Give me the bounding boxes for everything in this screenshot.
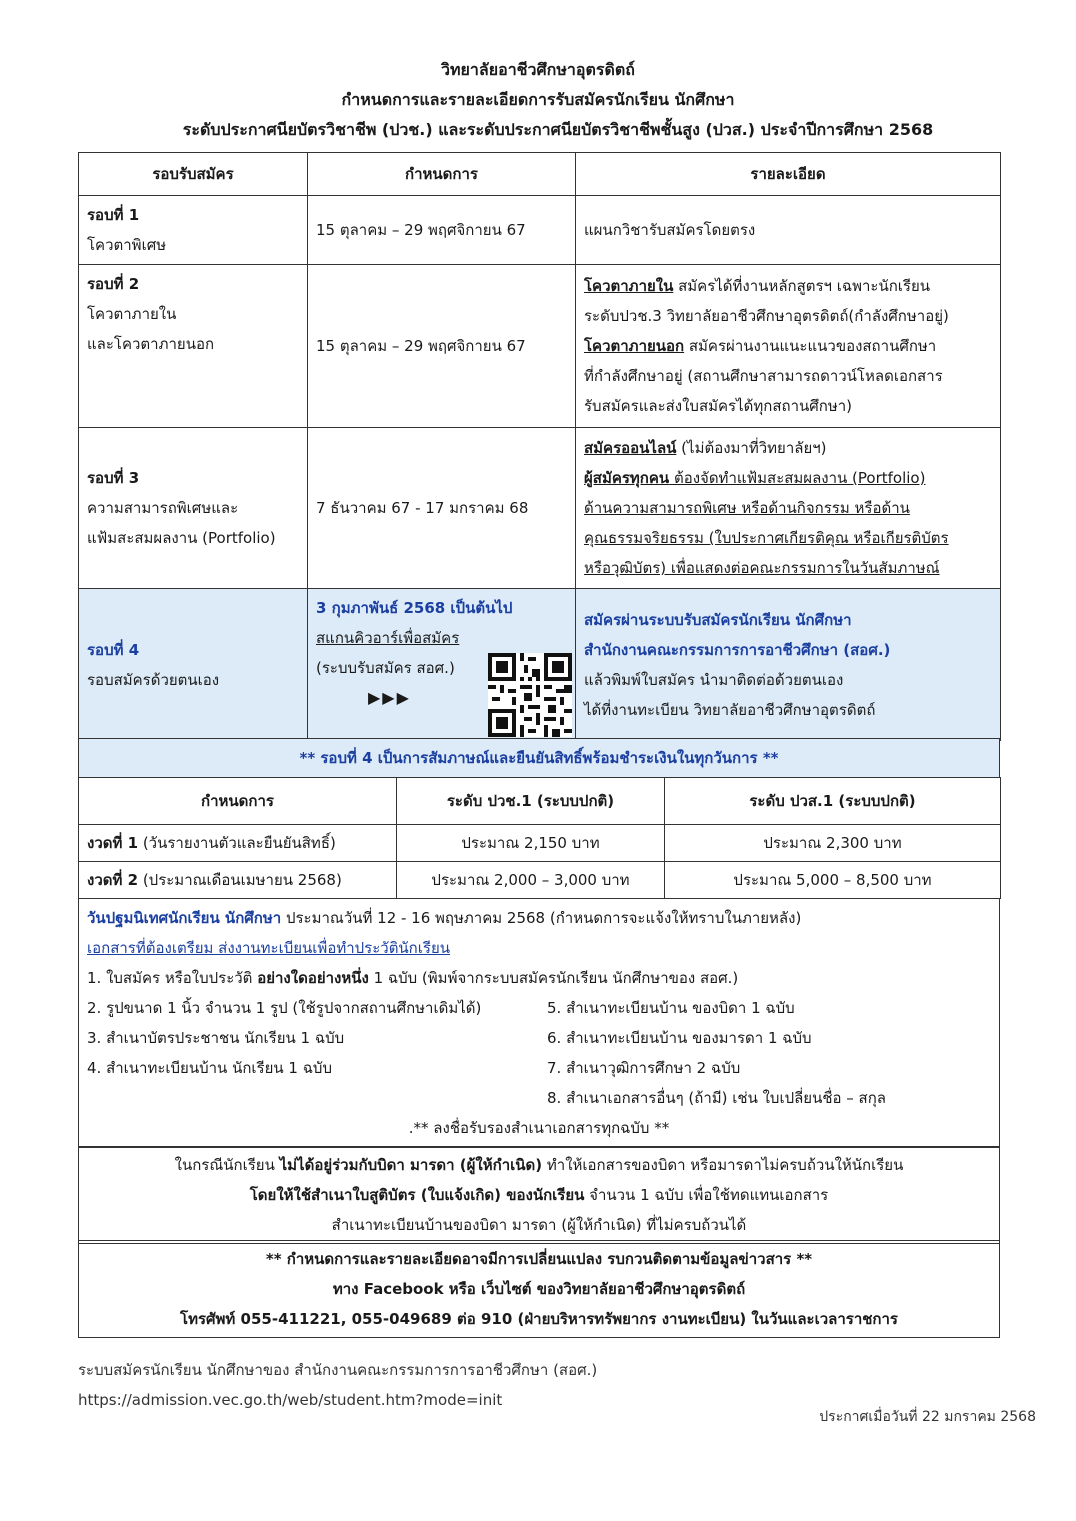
quota-out-text: สมัครผ่านงานแนะแนวของสถานศึกษา: [684, 337, 937, 355]
college-name: วิทยาลัยอาชีวศึกษาอุตรดิตถ์: [441, 60, 635, 79]
contact-l2: ทาง Facebook หรือ เว็บไซต์ ของวิทยาลัยอาชีวศึกษาอุตรดิตถ์: [332, 1280, 746, 1298]
quota-out-label: โควตาภายนอก: [584, 337, 685, 355]
round-3-sub1: ความสามารถพิเศษและ: [87, 499, 239, 517]
quota-out-text3: รับสมัครและส่งใบสมัครได้ทุกสถานศึกษา): [584, 397, 853, 415]
doc-item-1c: 1 ฉบับ (พิมพ์จากระบบสมัครนักเรียน นักศึกษาของ สอศ.): [368, 969, 739, 987]
round-3-sub2: แฟ้มสะสมผลงาน (Portfolio): [87, 529, 276, 547]
scan-qr-text[interactable]: สแกนคิวอาร์เพื่อสมัคร: [316, 629, 460, 647]
contact-section: [78, 1240, 1000, 1338]
round-4-detail-4: ได้ที่งานทะเบียน วิทยาลัยอาชีวศึกษาอุตรดิตถ์: [584, 700, 876, 719]
document-header: [0, 55, 1076, 145]
round-3-title: รอบที่ 3: [87, 469, 140, 487]
doc-item-4: 4. สำเนาทะเบียนบ้าน นักเรียน 1 ฉบับ: [87, 1059, 332, 1077]
doc-item-6: 6. สำเนาทะเบียนบ้าน ของมารดา 1 ฉบับ: [547, 1029, 812, 1047]
announced-date: ประกาศเมื่อวันที่ 22 มกราคม 2568: [819, 1409, 1036, 1425]
doc-item-3: 3. สำเนาบัตรประชาชน นักเรียน 1 ฉบับ: [87, 1029, 345, 1047]
doc-item-8: 8. สำเนาเอกสารอื่นๆ (ถ้ามี) เช่น ใบเปลี่ยนชื่อ – สกุล: [547, 1089, 886, 1107]
orientation-label: วันปฐมนิเทศนักเรียน นักศึกษา: [87, 909, 282, 927]
fees-header-schedule: กำหนดการ: [79, 778, 397, 825]
doc-item-7: 7. สำเนาวุฒิการศึกษา 2 ฉบับ: [547, 1059, 741, 1077]
case-l2a: โดยให้ใช้สำเนาใบสูติบัตร (ใบแจ้งเกิด) ของนักเรียน: [249, 1186, 585, 1204]
orientation-text: ประมาณวันที่ 12 - 16 พฤษภาคม 2568 (กำหนดการจะแจ้งให้ทราบในภายหลัง): [281, 909, 802, 927]
round-2-sub1: โควตาภายใน: [87, 305, 177, 323]
fee-row-2: [79, 862, 1001, 899]
online-text: (ไม่ต้องมาที่วิทยาลัยฯ): [676, 439, 827, 457]
fee-row-2-note: (ประมาณเดือนเมษายน 2568): [138, 871, 342, 889]
online-label: สมัครออนไลน์: [584, 439, 677, 457]
notice-text: ** รอบที่ 4 เป็นการสัมภาษณ์และยืนยันสิทธิ์พร้อมชำระเงินในทุกวันการ **: [79, 739, 1000, 778]
schedule-table: [78, 152, 1001, 741]
col-header-date: กำหนดการ: [308, 153, 576, 196]
doc-item-5: 5. สำเนาทะเบียนบ้าน ของบิดา 1 ฉบับ: [547, 999, 795, 1017]
round-1-row: [79, 196, 1001, 265]
quota-out-text2: ที่กำลังศึกษาอยู่ (สถานศึกษาสามารถดาวน์โหลดเอกสาร: [584, 367, 943, 385]
orientation-section: [78, 898, 1000, 1148]
portfolio-line5: หรือวุฒิบัตร) เพื่อแสดงต่อคณะกรรมการในวันสัมภาษณ์: [584, 559, 940, 577]
quota-in-text2: ระดับปวช.3 วิทยาลัยอาชีวศึกษาอุตรดิตถ์(กำลังศึกษาอยู่): [584, 307, 949, 325]
case-note-section: [78, 1146, 1000, 1244]
round-1-detail: แผนกวิชารับสมัครโดยตรง: [576, 196, 1001, 265]
document-title: กำหนดการและรายละเอียดการรับสมัครนักเรียน นักศึกษา: [341, 90, 735, 109]
round-2-row: [79, 265, 1001, 428]
footer-system: ระบบสมัครนักเรียน นักศึกษาของ สำนักงานคณะกรรมการการอาชีวศึกษา (สอศ.): [78, 1361, 598, 1379]
round-3-date: 7 ธันวาคม 67 - 17 มกราคม 68: [308, 428, 576, 589]
doc-item-1b: อย่างใดอย่างหนึ่ง: [257, 969, 369, 987]
portfolio-line3: ด้านความสามารถพิเศษ หรือด้านกิจกรรม หรือด้าน: [584, 499, 910, 517]
portfolio-line4: คุณธรรมจริยธรรม (ใบประกาศเกียรติคุณ หรือเกียรติบัตร: [584, 529, 949, 547]
case-l1b: ไม่ได้อยู่ร่วมกับบิดา มารดา (ผู้ให้กำเนิด): [279, 1156, 543, 1174]
fee-row-1-pvc: ประมาณ 2,150 บาท: [397, 825, 665, 862]
contact-l3: โทรศัพท์ 055-411221, 055-049689 ต่อ 910 (ฝ่ายบริหารทรัพยากร งานทะเบียน) ในวันและเวลาราชการ: [180, 1310, 898, 1328]
footer: [78, 1355, 597, 1415]
round-4-row: [79, 589, 1001, 741]
round-4-title: รอบที่ 4: [87, 640, 140, 659]
fee-row-1: [79, 825, 1001, 862]
fee-row-1-pvs: ประมาณ 2,300 บาท: [665, 825, 1001, 862]
round-2-date: 15 ตุลาคม – 29 พฤศจิกายน 67: [308, 265, 576, 428]
case-l1a: ในกรณีนักเรียน: [174, 1156, 280, 1174]
round-1-sub: โควตาพิเศษ: [87, 236, 167, 254]
quota-in-text: สมัครได้ที่งานหลักสูตรฯ เฉพาะนักเรียน: [673, 277, 931, 295]
round-2-title: รอบที่ 2: [87, 275, 140, 293]
round-3-row: [79, 428, 1001, 589]
fee-row-2-pvs: ประมาณ 5,000 – 8,500 บาท: [665, 862, 1001, 899]
doc-item-2: 2. รูปขนาด 1 นิ้ว จำนวน 1 รูป (ใช้รูปจากสถานศึกษาเดิมได้): [87, 999, 482, 1017]
round-1-title: รอบที่ 1: [87, 206, 140, 224]
round-4-sub: รอบสมัครด้วยตนเอง: [87, 670, 220, 689]
case-l1c: ทำให้เอกสารของบิดา หรือมารดาไม่ครบถ้วนให้นักเรียน: [542, 1156, 904, 1174]
col-header-round: รอบรับสมัคร: [79, 153, 308, 196]
doc-item-1a: 1. ใบสมัคร หรือใบประวัติ: [87, 969, 258, 987]
round-4-notice: [78, 738, 1000, 778]
round-1-date: 15 ตุลาคม – 29 พฤศจิกายน 67: [308, 196, 576, 265]
round-4-detail-3: แล้วพิมพ์ใบสมัคร นำมาติดต่อด้วยตนเอง: [584, 670, 844, 689]
fees-header-pvs: ระดับ ปวส.1 (ระบบปกติ): [665, 778, 1001, 825]
case-l2b: จำนวน 1 ฉบับ เพื่อใช้ทดแทนเอกสาร: [584, 1186, 829, 1204]
fee-row-1-note: (วันรายงานตัวและยืนยันสิทธิ์): [138, 834, 336, 852]
fee-row-1-label: งวดที่ 1: [87, 834, 139, 852]
round-4-detail-1: สมัครผ่านระบบรับสมัครนักเรียน นักศึกษา: [584, 610, 852, 629]
round-4-date: 3 กุมภาพันธ์ 2568 เป็นต้นไป: [316, 599, 513, 617]
arrows-icon: ▶▶▶: [368, 688, 411, 707]
fees-table: [78, 777, 1001, 899]
all-applicants-text: ต้องจัดทำแฟ้มสะสมผลงาน (Portfolio): [669, 469, 926, 487]
col-header-detail: รายละเอียด: [576, 153, 1001, 196]
contact-l1: ** กำหนดการและรายละเอียดอาจมีการเปลี่ยนแปลง รบกวนติดตามข้อมูลข่าวสาร **: [265, 1250, 813, 1268]
case-l3: สำเนาทะเบียนบ้านของบิดา มารดา (ผู้ให้กำเนิด) ที่ไม่ครบถ้วนได้: [331, 1216, 747, 1234]
round-4-detail-2: สำนักงานคณะกรรมการการอาชีวศึกษา (สอศ.): [584, 640, 891, 659]
round-2-sub2: และโควตาภายนอก: [87, 335, 215, 353]
qr-code-icon[interactable]: [488, 653, 572, 737]
document-subtitle: ระดับประกาศนียบัตรวิชาชีพ (ปวช.) และระดับประกาศนียบัตรวิชาชีพชั้นสูง (ปวส.) ประจำปีการศึกษา 2568: [182, 120, 934, 139]
sign-note: .** ลงชื่อรับรองสำเนาเอกสารทุกฉบับ **: [408, 1119, 670, 1137]
all-applicants-label: ผู้สมัครทุกคน: [584, 469, 670, 487]
docs-title: เอกสารที่ต้องเตรียม ส่งงานทะเบียนเพื่อทำประวัตินักเรียน: [87, 939, 450, 957]
system-text: (ระบบรับสมัคร สอศ.): [316, 659, 455, 677]
fees-header-pvc: ระดับ ปวช.1 (ระบบปกติ): [397, 778, 665, 825]
fee-row-2-pvc: ประมาณ 2,000 – 3,000 บาท: [397, 862, 665, 899]
fee-row-2-label: งวดที่ 2: [87, 871, 139, 889]
footer-url-link[interactable]: https://admission.vec.go.th/web/student.htm?mode=init: [78, 1391, 503, 1409]
quota-in-label: โควตาภายใน: [584, 277, 674, 295]
